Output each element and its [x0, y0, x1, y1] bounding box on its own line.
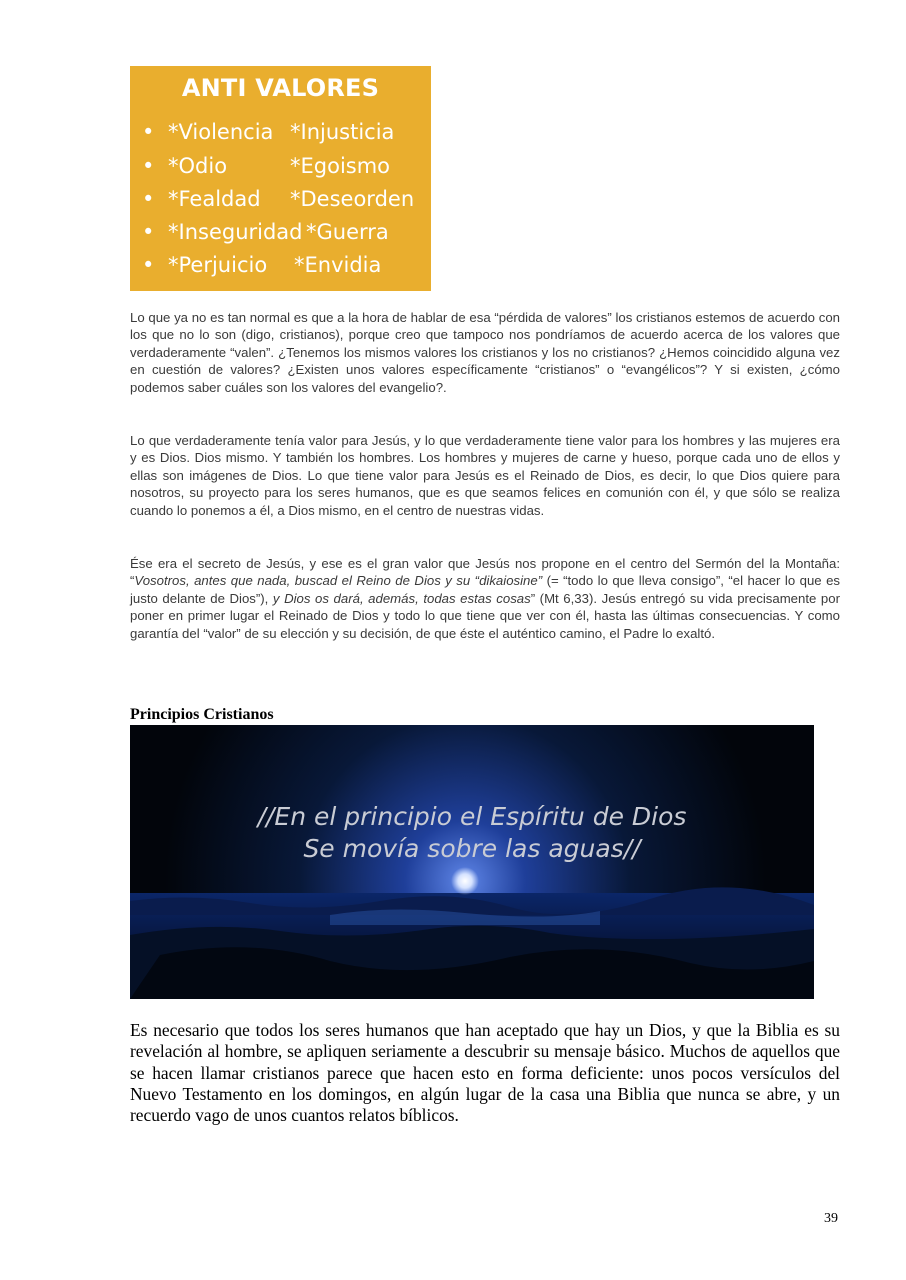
image-caption: [130, 801, 814, 865]
anti-valores-item: • *Inseguridad *Guerra: [142, 220, 389, 244]
paragraph-valores: Lo que ya no es tan normal es que a la hora de hablar de esa “pérdida de valores” los cristianos estemos de acuerdo con los que no lo son (digo, cristianos), porque creo que tampoco nos pondríamos de acuerdo acerca de los valores que verdaderamente “valen”. ¿Tenemos los mismos valores los cristianos y los no cristianos? ¿Hemos coincidido alguna vez en cuestión de valores? ¿Existen unos valores específicamente “cristianos” o “evangélicos”? Y si existen, ¿cómo podemos saber cuáles son los valores del evangelio?.: [130, 310, 840, 395]
spirit-over-waters-image: [130, 725, 814, 999]
moon-glow-icon: [451, 867, 479, 895]
page-number: 39: [824, 1211, 838, 1226]
anti-valores-item: • *Perjuicio *Envidia: [142, 253, 382, 277]
paragraph-biblia: Es necesario que todos los seres humanos que han aceptado que hay un Dios, y que la Biblia es su revelación al hombre, se apliquen seriamente a descubrir su mensaje básico. Muchos de aquellos que se hacen llamar cristianos parece que hacen esto en forma deficiente: unos pocos versículos del Nuevo Testamento en los domingos, en algún lugar de la casa una Biblia que nunca se abre, y un recuerdo vago de unos cuantos relatos bíblicos.: [130, 1020, 840, 1126]
anti-valores-graphic: [130, 66, 431, 291]
image-caption-line-1: //En el principio el Espíritu de Dios: [257, 802, 687, 831]
anti-valores-item: • *Violencia *Injusticia: [142, 120, 395, 144]
bullet-icon: •: [142, 120, 155, 144]
bullet-icon: •: [142, 253, 155, 277]
image-caption-line-2: Se movía sobre las aguas//: [303, 834, 641, 863]
anti-valores-item: • *Fealdad *Deseorden: [142, 187, 415, 211]
bullet-icon: •: [142, 154, 155, 178]
bullet-icon: •: [142, 220, 155, 244]
bullet-icon: •: [142, 187, 155, 211]
paragraph-jesus-valor: Lo que verdaderamente tenía valor para Jesús, y lo que verdaderamente tiene valor para los hombres y las mujeres era y es Dios. Dios mismo. Y también los hombres. Los hombres y mujeres de carne y hueso, porque cada uno de ellos y ellas son imágenes de Dios. Lo que tiene valor para Jesús es el Reinado de Dios, es decir, lo que Dios quiere para nosotros, su proyecto para los seres humanos, que es que seamos felices en comunión con él, y que sólo se realiza cuando lo ponemos a él, a Dios mismo, en el centro de nuestras vidas.: [130, 433, 840, 518]
section-heading: Principios Cristianos: [130, 706, 274, 723]
paragraph-sermon-montana: Ése era el secreto de Jesús, y ese es el gran valor que Jesús nos propone en el centro del Sermón del la Montaña: “Vosotros, antes que nada, buscad el Reino de Dios y su “dikaiosine” (= “todo lo que lleva consigo”, “el hacer lo que es justo delante de Dios”), y Dios os dará, además, todas estas cosas” (Mt 6,33). Jesús entregó su vida precisamente por poner en primer lugar el Reinado de Dios y todo lo que tiene que ver con él, hasta las últimas consecuencias. Y como garantía del “valor” de su elección y su decisión, de que éste el auténtico camino, el Padre lo exaltó.: [130, 556, 840, 641]
anti-valores-item: • *Odio *Egoismo: [142, 154, 391, 178]
anti-valores-title: ANTI VALORES: [181, 74, 380, 102]
